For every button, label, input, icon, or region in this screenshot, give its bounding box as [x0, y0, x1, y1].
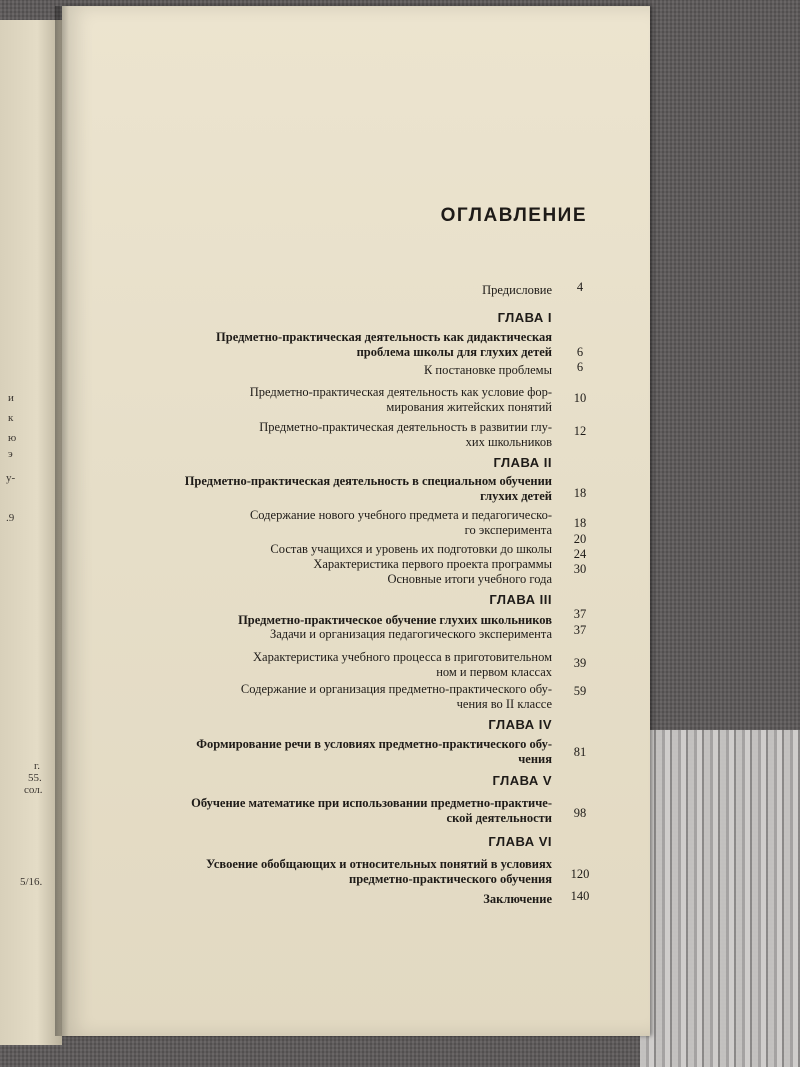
toc-entry: К постановке проблемы	[423, 363, 552, 377]
toc-page-number: 37	[573, 623, 587, 637]
toc-entry-conclusion: Заключение	[483, 892, 552, 906]
chapter-1-title-line2: проблема школы для глухих детей	[356, 345, 552, 359]
chapter-2-title-line1: Предметно-практическая деятельность в специальном обучении	[184, 474, 552, 488]
toc-entry-line1: Содержание и организация предметно-практического обу-	[240, 682, 552, 696]
left-fragment: .9	[6, 512, 15, 524]
toc-page-number: 6	[576, 360, 584, 374]
left-fragment: к	[8, 412, 14, 424]
chapter-2-title-line2: глухих детей	[480, 489, 552, 503]
toc-page-number: 39	[573, 656, 587, 670]
chapter-5-title-line2: ской деятельности	[446, 811, 552, 825]
toc-page-number: 12	[573, 424, 587, 438]
toc-entry-line1: Предметно-практическая деятельность в развитии глу-	[259, 420, 552, 434]
toc-page-number: 30	[573, 562, 587, 576]
toc-page-number: 18	[573, 486, 587, 500]
left-fragment: сол.	[24, 784, 43, 796]
chapter-heading-3: ГЛАВА III	[489, 592, 552, 607]
toc-entry: Состав учащихся и уровень их подготовки до школы	[270, 542, 552, 556]
left-fragment: у-	[6, 472, 16, 484]
toc-page-number: 24	[573, 547, 587, 561]
fabric-light-stripe	[640, 730, 800, 1067]
chapter-heading-5: ГЛАВА V	[492, 773, 552, 788]
toc-entry-line2: ном и первом классах	[436, 665, 552, 679]
toc-entry-line2: мирования житейских понятий	[386, 400, 552, 414]
chapter-6-title-line2: предметно-практического обучения	[349, 872, 552, 886]
toc-page-number: 59	[573, 684, 587, 698]
left-fragment: ю	[8, 432, 17, 444]
toc-page-number: 18	[573, 516, 587, 530]
toc-entry: Основные итоги учебного года	[387, 572, 552, 586]
toc-page-number: 140	[570, 889, 590, 903]
toc-entry: Задачи и организация педагогического эксперимента	[269, 627, 552, 641]
left-fragment: 55.	[28, 772, 42, 784]
toc-entry-line1: Характеристика учебного процесса в приготовительном	[253, 650, 552, 664]
chapter-4-title-line1: Формирование речи в условиях предметно-практического обу-	[196, 737, 552, 751]
chapter-5-title-line1: Обучение математике при использовании предметно-практиче-	[191, 796, 552, 810]
toc-page-number: 10	[573, 391, 587, 405]
toc-entry-line1: Содержание нового учебного предмета и педагогическо-	[249, 508, 552, 522]
toc-entry-line1: Предметно-практическая деятельность как условие фор-	[249, 385, 552, 399]
page-title: ОГЛАВЛЕНИЕ	[440, 205, 587, 226]
left-fragment: и	[8, 392, 14, 404]
toc-page-number: 4	[576, 280, 584, 294]
chapter-1-title-line1: Предметно-практическая деятельность как дидактическая	[216, 330, 552, 344]
left-page-edge	[0, 20, 62, 1045]
toc-page-number: 120	[570, 867, 590, 881]
table-of-contents	[62, 0, 650, 1030]
chapter-3-title: Предметно-практическое обучение глухих школьников	[238, 613, 552, 627]
chapter-heading-1: ГЛАВА I	[497, 310, 552, 325]
chapter-4-title-line2: чения	[518, 752, 552, 766]
toc-entry-line2: го эксперимента	[464, 523, 552, 537]
toc-entry-line2: чения во II классе	[456, 697, 552, 711]
toc-entry-line2: хих школьников	[465, 435, 552, 449]
chapter-heading-6: ГЛАВА VI	[488, 834, 552, 849]
toc-page-number: 37	[573, 607, 587, 621]
toc-page-number: 20	[573, 532, 587, 546]
toc-page-number: 81	[573, 745, 587, 759]
chapter-heading-2: ГЛАВА II	[493, 455, 552, 470]
toc-page-number: 98	[573, 806, 587, 820]
chapter-6-title-line1: Усвоение обобщающих и относительных понятий в условиях	[206, 857, 552, 871]
left-fragment: э	[8, 448, 13, 460]
toc-entry: Характеристика первого проекта программы	[313, 557, 552, 571]
chapter-heading-4: ГЛАВА IV	[488, 717, 552, 732]
left-fragment: 5/16.	[20, 876, 43, 888]
toc-page-number: 6	[576, 345, 584, 359]
toc-entry-preface: Предисловие	[482, 283, 552, 297]
left-fragment: г.	[34, 760, 41, 772]
